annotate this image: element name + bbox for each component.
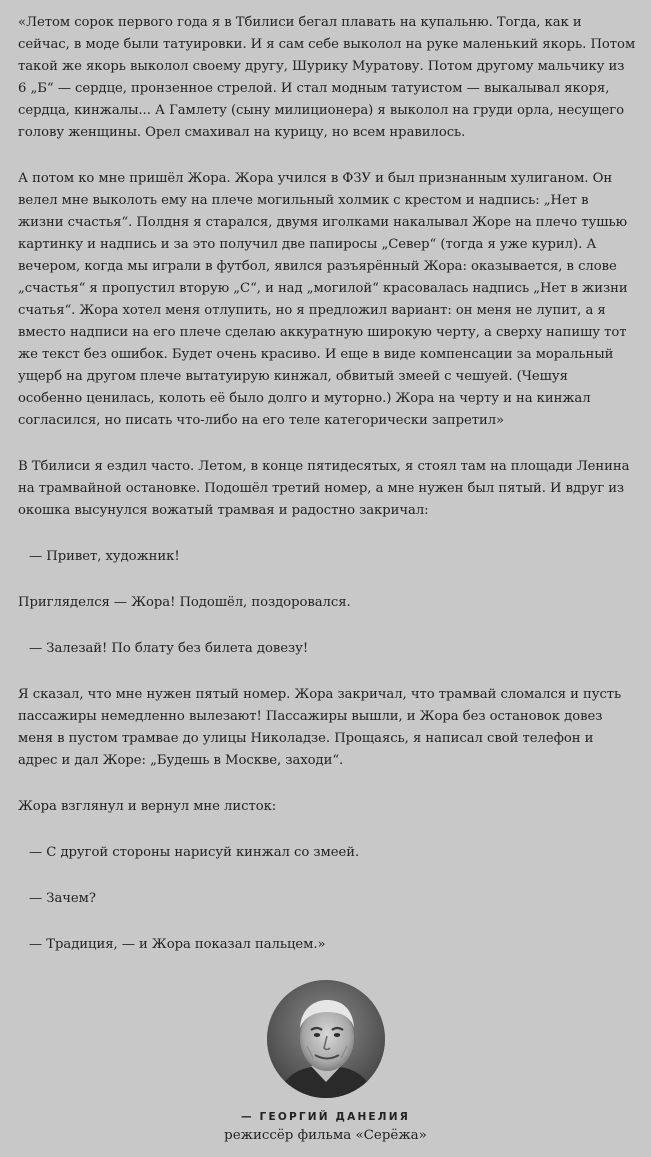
- paragraph: «Летом сорок первого года я в Тбилиси бегал плавать на купальню. Тогда, как и сейчас, в моде были татуировки. И я сам себе выколол на руке маленький якорь. Потом такой же якорь выколол своему другу, Шурику Муратову. Потом другому мальчику из 6 „Б“ — сердце, пронзенное стрелой. И стал модным татуистом — выкалывал якоря, сердца, кинжалы... А Гамлету (сыну милиционера) я выколол на груди орла, несущего голову женщины. Орел смахивал на курицу, но всем нравилось.: [18, 15, 636, 140]
- dialog-line: — Традиция, — и Жора показал пальцем.»: [29, 937, 326, 952]
- dialog-line: — Привет, художник!: [29, 549, 180, 564]
- author-portrait: [267, 980, 385, 1098]
- author-block: [0, 980, 651, 1143]
- paragraph: Жора взглянул и вернул мне листок:: [18, 799, 277, 814]
- paragraph: А потом ко мне пришёл Жора. Жора учился в ФЗУ и был признанным хулиганом. Он велел мне выколоть ему на плече могильный холмик с крестом и надпись: „Нет в жизни счастья“. Полдня я старался, двумя иголками накалывал Жоре на плечо тушью картинку и надпись и за это получил две папиросы „Север“ (тогда я уже курил). А вечером, когда мы играли в футбол, явился разъярённый Жора: оказывается, в слове „счастья“ я пропустил вторую „С“, и над „могилой“ красовалась надпись „Нет в жизни счатья“. Жора хотел меня отлупить, но я предложил вариант: он меня не лупит, а я вместо надписи на его плече сделаю аккуратную широкую черту, а сверху напишу тот же текст без ошибок. Будет очень красиво. И еще в виде компенсации за моральный ущерб на другом плече вытатуирую кинжал, обвитый змеей с чешуей. (Чешуя особенно ценилась, колоть её было долго и муторно.) Жора на черту и на кинжал согласился, но писать что-либо на его теле категорически запретил»: [18, 171, 628, 428]
- author-name: — ГЕОРГИЙ ДАНЕЛИЯ: [241, 1111, 410, 1123]
- article-body: [18, 12, 640, 980]
- dialog-line: — Зачем?: [29, 891, 96, 906]
- paragraph: Пригляделся — Жора! Подошёл, поздоровался.: [18, 595, 351, 610]
- author-role: режиссёр фильма «Серёжа»: [224, 1128, 427, 1143]
- dialog-line: — С другой стороны нарисуй кинжал со змеей.: [29, 845, 360, 860]
- paragraph: В Тбилиси я ездил часто. Летом, в конце пятидесятых, я стоял там на площади Ленина на трамвайной остановке. Подошёл третий номер, а мне нужен был пятый. И вдруг из окошка высунулся вожатый трамвая и радостно закричал:: [18, 459, 630, 518]
- dialog-line: — Залезай! По блату без билета довезу!: [29, 641, 309, 656]
- portrait-photo-icon: [267, 980, 385, 1098]
- paragraph: Я сказал, что мне нужен пятый номер. Жора закричал, что трамвай сломался и пусть пассажиры немедленно вылезают! Пассажиры вышли, и Жора без остановок довез меня в пустом трамвае до улицы Николадзе. Прощаясь, я написал свой телефон и адрес и дал Жоре: „Будешь в Москве, заходи“.: [18, 687, 622, 768]
